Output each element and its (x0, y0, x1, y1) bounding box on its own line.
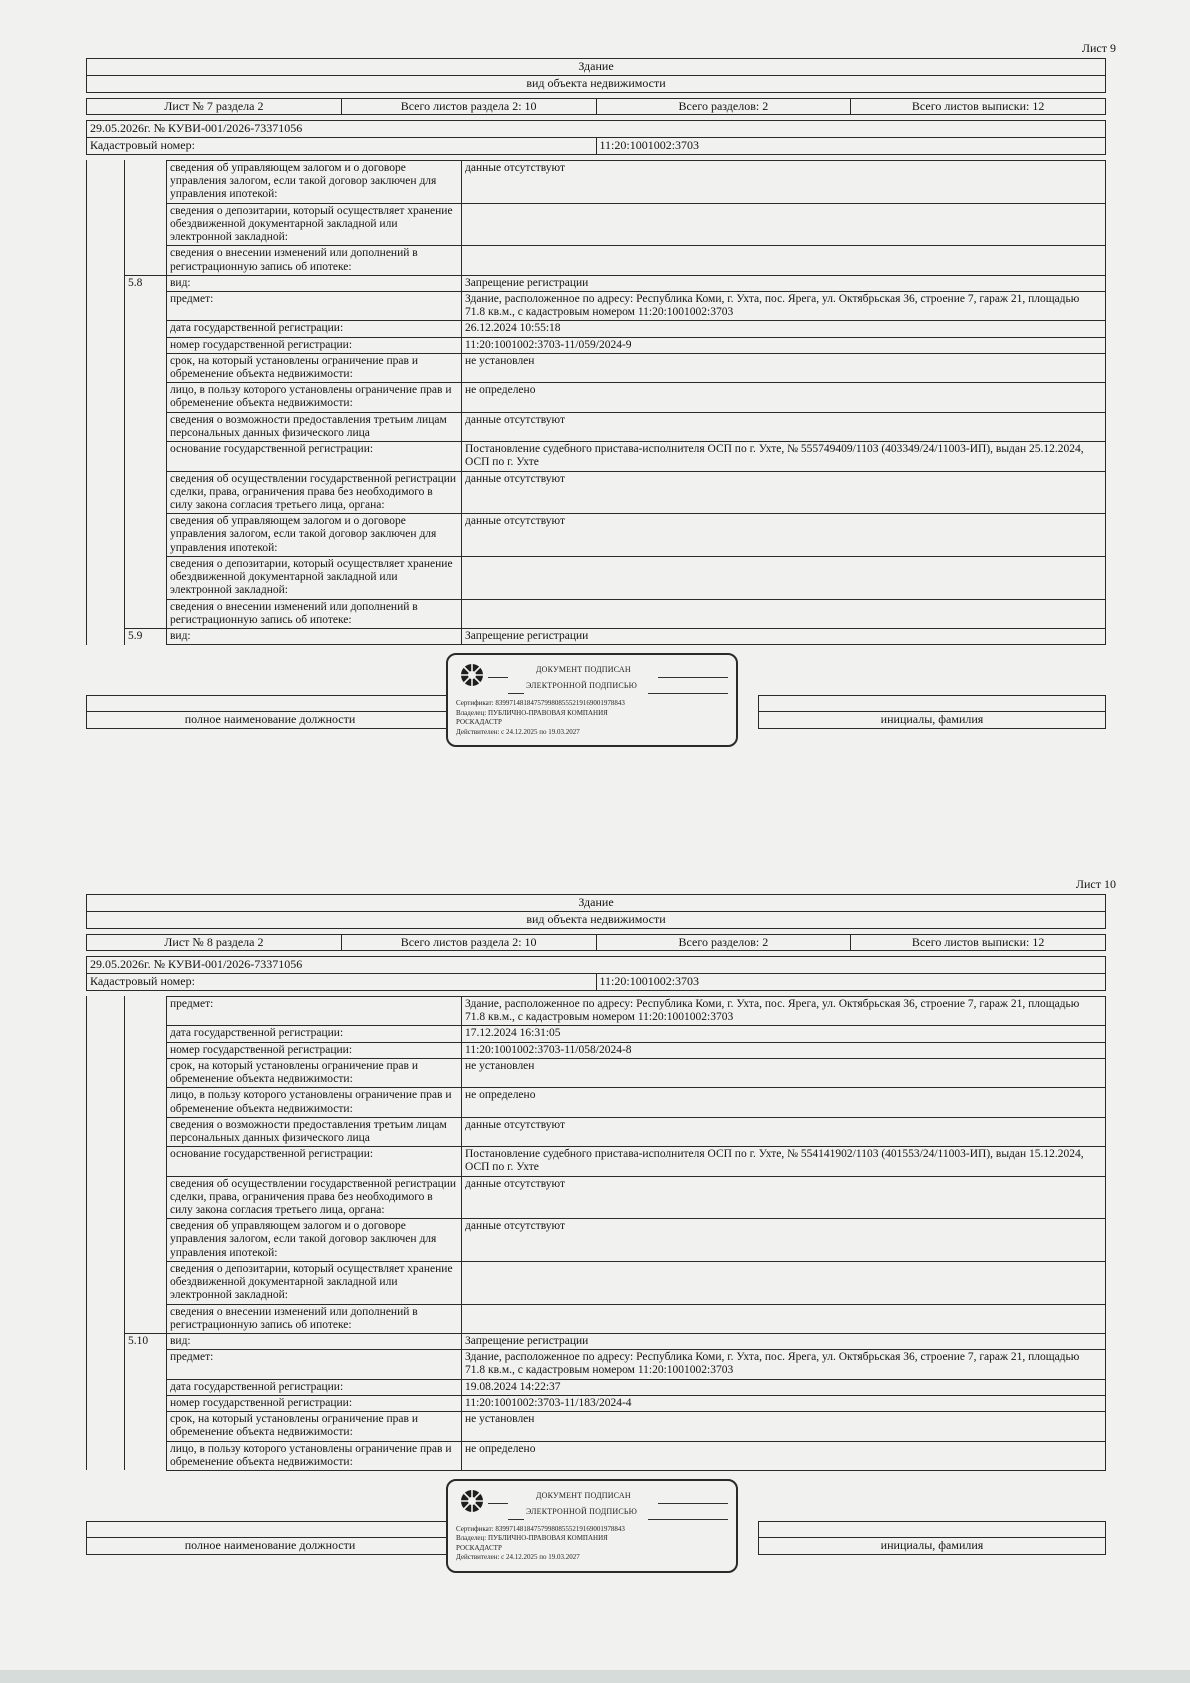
field-value: 11:20:1001002:3703-11/183/2024-4 (462, 1395, 1106, 1411)
doc-reference: 29.05.2026г. № КУВИ-001/2026-73371056 (87, 957, 1106, 974)
field-label: вид: (167, 275, 462, 291)
field-label: сведения о внесении изменений или дополнений в регистрационную запись об ипотеке: (167, 1304, 462, 1333)
field-value: Запрещение регистрации (462, 1334, 1106, 1350)
field-label: номер государственной регистрации: (167, 1042, 462, 1058)
object-header (86, 894, 1106, 929)
sheet-number: Лист 9 (1081, 41, 1116, 55)
field-label: срок, на который установлены ограничение прав и обременение объекта недвижимости: (167, 1058, 462, 1087)
cadastral-label: Кадастровый номер: (87, 974, 597, 991)
field-label: лицо, в пользу которого установлены ограничение прав и обременение объекта недвижимости: (167, 1088, 462, 1117)
field-value (462, 203, 1106, 246)
row-number (125, 1147, 167, 1176)
field-label: предмет: (167, 291, 462, 320)
table-row (87, 1219, 1106, 1262)
table-row (87, 321, 1106, 337)
sheet-meta (86, 934, 1106, 952)
field-label: срок, на который установлены ограничение прав и обременение объекта недвижимости: (167, 353, 462, 382)
doc-ref-table (86, 956, 1106, 991)
object-subtitle: вид объекта недвижимости (87, 911, 1106, 928)
table-row (87, 275, 1106, 291)
field-value: не установлен (462, 353, 1106, 382)
sheet-10 (86, 877, 1116, 1574)
field-label: сведения о депозитарии, который осуществляет хранение обездвиженной документарной закладной или электронной закладной: (167, 556, 462, 599)
row-number (125, 1379, 167, 1395)
field-value: 11:20:1001002:3703-11/058/2024-8 (462, 1042, 1106, 1058)
indent-cell (87, 1350, 125, 1379)
field-value: Запрещение регистрации (462, 275, 1106, 291)
field-value (462, 556, 1106, 599)
field-label: основание государственной регистрации: (167, 442, 462, 471)
row-number (125, 1117, 167, 1146)
object-subtitle: вид объекта недвижимости (87, 75, 1106, 92)
row-number (125, 442, 167, 471)
indent-cell (87, 514, 125, 557)
table-row (87, 599, 1106, 628)
table-row (87, 1379, 1106, 1395)
field-value: данные отсутствуют (462, 1176, 1106, 1219)
field-value: Здание, расположенное по адресу: Республика Коми, г. Ухта, пос. Ярега, ул. Октябрьская 36, строение 7, гараж 21, площадью 71.8 кв.м., с кадастровым номером 11:20:1001002:3703 (462, 996, 1106, 1025)
row-number (125, 1042, 167, 1058)
field-label: дата государственной регистрации: (167, 1026, 462, 1042)
row-number (125, 1412, 167, 1441)
indent-cell (87, 246, 125, 275)
table-row (87, 291, 1106, 320)
field-value: не установлен (462, 1058, 1106, 1087)
row-number (125, 471, 167, 514)
indent-cell (87, 412, 125, 441)
field-label: сведения о депозитарии, который осуществляет хранение обездвиженной документарной закладной или электронной закладной: (167, 203, 462, 246)
indent-cell (87, 337, 125, 353)
field-label: сведения о возможности предоставления третьим лицам персональных данных физического лица (167, 412, 462, 441)
signature-block (86, 1479, 1106, 1574)
table-row (87, 1334, 1106, 1350)
indent-cell (87, 1058, 125, 1087)
meta-sections-total: Всего разделов: 2 (596, 98, 851, 115)
stamp-subtitle: ЭЛЕКТРОННОЙ ПОДПИСЬЮ (526, 681, 638, 691)
row-number (125, 1395, 167, 1411)
stamp-owner-name: РОСКАДАСТР (456, 1543, 502, 1552)
table-row (87, 1117, 1106, 1146)
row-number (125, 1261, 167, 1304)
field-value (462, 1261, 1106, 1304)
indent-cell (87, 1147, 125, 1176)
row-number (125, 996, 167, 1025)
field-value: данные отсутствуют (462, 412, 1106, 441)
meta-sheet-of-section: Лист № 7 раздела 2 (87, 98, 342, 115)
field-value: 11:20:1001002:3703-11/059/2024-9 (462, 337, 1106, 353)
field-value: Постановление судебного пристава-исполнителя ОСП по г. Ухте, № 554141902/1103 (401553/24/11003-ИП), выдан 15.12.2024, ОСП по г. Ухте (462, 1147, 1106, 1176)
cadastral-label: Кадастровый номер: (87, 138, 597, 155)
stamp-owner-name: РОСКАДАСТР (456, 718, 502, 727)
row-number (125, 599, 167, 628)
field-value: 26.12.2024 10:55:18 (462, 321, 1106, 337)
field-label: предмет: (167, 996, 462, 1025)
object-title: Здание (87, 59, 1106, 76)
stamp-subtitle: ЭЛЕКТРОННОЙ ПОДПИСЬЮ (526, 1506, 638, 1516)
stamp-owner: Владелец: ПУБЛИЧНО-ПРАВОВАЯ КОМПАНИЯ (456, 1534, 608, 1543)
table-row (87, 1176, 1106, 1219)
field-label: сведения об управляющем залогом и о договоре управления залогом, если такой договор заключен для управления ипотекой: (167, 514, 462, 557)
field-label: основание государственной регистрации: (167, 1147, 462, 1176)
table-row (87, 556, 1106, 599)
position-label: полное наименование должности (87, 1537, 454, 1554)
stamp-validity: Действителен: с 24.12.2025 по 19.03.2027 (456, 1553, 580, 1562)
field-label: дата государственной регистрации: (167, 321, 462, 337)
field-label: номер государственной регистрации: (167, 1395, 462, 1411)
e-signature-stamp (446, 653, 738, 747)
table-row (87, 514, 1106, 557)
rosreestr-logo-icon (460, 1489, 484, 1513)
row-number (125, 246, 167, 275)
table-row (87, 1088, 1106, 1117)
field-value (462, 599, 1106, 628)
field-value: не определено (462, 1441, 1106, 1470)
row-number (125, 1058, 167, 1087)
row-number (125, 1219, 167, 1262)
indent-cell (87, 1334, 125, 1350)
row-number (125, 160, 167, 203)
row-number (125, 1176, 167, 1219)
field-label: лицо, в пользу которого установлены ограничение прав и обременение объекта недвижимости: (167, 383, 462, 412)
table-row (87, 442, 1106, 471)
table-row (87, 160, 1106, 203)
row-number (125, 514, 167, 557)
field-label: сведения об управляющем залогом и о договоре управления залогом, если такой договор заключен для управления ипотекой: (167, 1219, 462, 1262)
table-row (87, 1042, 1106, 1058)
meta-section-sheets-total: Всего листов раздела 2: 10 (341, 934, 596, 951)
indent-cell (87, 1261, 125, 1304)
field-label: сведения об управляющем залогом и о договоре управления залогом, если такой договор заключен для управления ипотекой: (167, 160, 462, 203)
field-label: сведения о возможности предоставления третьим лицам персональных данных физического лица (167, 1117, 462, 1146)
row-number: 5.10 (125, 1334, 167, 1350)
field-label: вид: (167, 628, 462, 644)
indent-cell (87, 442, 125, 471)
cadastral-number: 11:20:1001002:3703 (596, 138, 1106, 155)
indent-cell (87, 1219, 125, 1262)
field-label: вид: (167, 1334, 462, 1350)
scan-edge (0, 1670, 1190, 1683)
field-value: Здание, расположенное по адресу: Республика Коми, г. Ухта, пос. Ярега, ул. Октябрьская 36, строение 7, гараж 21, площадью 71.8 кв.м., с кадастровым номером 11:20:1001002:3703 (462, 291, 1106, 320)
field-value: Запрещение регистрации (462, 628, 1106, 644)
meta-sections-total: Всего разделов: 2 (596, 934, 851, 951)
table-row (87, 1350, 1106, 1379)
field-value: данные отсутствуют (462, 514, 1106, 557)
indent-cell (87, 203, 125, 246)
table-row (87, 996, 1106, 1025)
row-number (125, 291, 167, 320)
table-row (87, 1395, 1106, 1411)
field-value: Здание, расположенное по адресу: Республика Коми, г. Ухта, пос. Ярега, ул. Октябрьская 36, строение 7, гараж 21, площадью 71.8 кв.м., с кадастровым номером 11:20:1001002:3703 (462, 1350, 1106, 1379)
field-label: сведения о внесении изменений или дополнений в регистрационную запись об ипотеке: (167, 599, 462, 628)
row-number (125, 1304, 167, 1333)
indent-cell (87, 291, 125, 320)
name-label: инициалы, фамилия (759, 1537, 1106, 1554)
table-row (87, 1261, 1106, 1304)
indent-cell (87, 1441, 125, 1470)
field-value: данные отсутствуют (462, 1219, 1106, 1262)
stamp-certificate: Сертификат: 8399714818475799808555219169001978843 (456, 1524, 625, 1533)
indent-cell (87, 1042, 125, 1058)
table-row (87, 1441, 1106, 1470)
row-number (125, 203, 167, 246)
indent-cell (87, 383, 125, 412)
field-value: данные отсутствуют (462, 1117, 1106, 1146)
indent-cell (87, 1304, 125, 1333)
indent-cell (87, 1379, 125, 1395)
stamp-title: ДОКУМЕНТ ПОДПИСАН (536, 1490, 631, 1500)
sheet-9 (86, 41, 1116, 748)
table-row (87, 412, 1106, 441)
meta-extract-sheets-total: Всего листов выписки: 12 (851, 98, 1106, 115)
field-label: номер государственной регистрации: (167, 337, 462, 353)
table-row (87, 1026, 1106, 1042)
object-header (86, 58, 1106, 93)
table-row (87, 246, 1106, 275)
meta-sheet-of-section: Лист № 8 раздела 2 (87, 934, 342, 951)
table-row (87, 1058, 1106, 1087)
indent-cell (87, 996, 125, 1025)
meta-section-sheets-total: Всего листов раздела 2: 10 (341, 98, 596, 115)
row-number (125, 1026, 167, 1042)
object-title: Здание (87, 895, 1106, 912)
rosreestr-logo-icon (460, 663, 484, 687)
sheet-meta (86, 98, 1106, 116)
indent-cell (87, 160, 125, 203)
table-row (87, 471, 1106, 514)
field-label: сведения об осуществлении государственной регистрации сделки, права, ограничения права без необходимого в силу закона согласия третьего лица, органа: (167, 471, 462, 514)
field-value: Постановление судебного пристава-исполнителя ОСП по г. Ухте, № 555749409/1103 (403349/24/11003-ИП), выдан 25.12.2024, ОСП по г. Ухте (462, 442, 1106, 471)
table-row (87, 1147, 1106, 1176)
indent-cell (87, 353, 125, 382)
indent-cell (87, 628, 125, 644)
field-label: срок, на который установлены ограничение прав и обременение объекта недвижимости: (167, 1412, 462, 1441)
doc-ref-table (86, 120, 1106, 155)
field-value (462, 246, 1106, 275)
field-label: дата государственной регистрации: (167, 1379, 462, 1395)
row-number (125, 556, 167, 599)
indent-cell (87, 1117, 125, 1146)
row-number (125, 1088, 167, 1117)
field-value: не определено (462, 383, 1106, 412)
indent-cell (87, 556, 125, 599)
name-label: инициалы, фамилия (759, 712, 1106, 729)
field-label: лицо, в пользу которого установлены ограничение прав и обременение объекта недвижимости: (167, 1441, 462, 1470)
table-row (87, 628, 1106, 644)
table-row (87, 1412, 1106, 1441)
table-row (87, 1304, 1106, 1333)
table-row (87, 203, 1106, 246)
field-value: данные отсутствуют (462, 471, 1106, 514)
row-number: 5.8 (125, 275, 167, 291)
sheet-number: Лист 10 (1075, 877, 1116, 891)
stamp-owner: Владелец: ПУБЛИЧНО-ПРАВОВАЯ КОМПАНИЯ (456, 708, 608, 717)
indent-cell (87, 275, 125, 291)
field-label: сведения о внесении изменений или дополнений в регистрационную запись об ипотеке: (167, 246, 462, 275)
table-row (87, 383, 1106, 412)
indent-cell (87, 1026, 125, 1042)
table-row (87, 353, 1106, 382)
field-value: данные отсутствуют (462, 160, 1106, 203)
stamp-certificate: Сертификат: 8399714818475799808555219169001978843 (456, 699, 625, 708)
row-number: 5.9 (125, 628, 167, 644)
stamp-title: ДОКУМЕНТ ПОДПИСАН (536, 665, 631, 675)
row-number (125, 383, 167, 412)
field-label: сведения об осуществлении государственной регистрации сделки, права, ограничения права без необходимого в силу закона согласия третьего лица, органа: (167, 1176, 462, 1219)
doc-reference: 29.05.2026г. № КУВИ-001/2026-73371056 (87, 121, 1106, 138)
position-label: полное наименование должности (87, 712, 454, 729)
row-number (125, 1441, 167, 1470)
field-value (462, 1304, 1106, 1333)
row-number (125, 321, 167, 337)
signature-block (86, 653, 1106, 748)
indent-cell (87, 471, 125, 514)
indent-cell (87, 599, 125, 628)
field-label: предмет: (167, 1350, 462, 1379)
row-number (125, 353, 167, 382)
indent-cell (87, 321, 125, 337)
encumbrance-table (86, 996, 1106, 1471)
field-value: не установлен (462, 1412, 1106, 1441)
e-signature-stamp (446, 1479, 738, 1573)
stamp-validity: Действителен: с 24.12.2025 по 19.03.2027 (456, 727, 580, 736)
field-label: сведения о депозитарии, который осуществляет хранение обездвиженной документарной закладной или электронной закладной: (167, 1261, 462, 1304)
indent-cell (87, 1395, 125, 1411)
indent-cell (87, 1088, 125, 1117)
row-number (125, 337, 167, 353)
cadastral-number: 11:20:1001002:3703 (596, 974, 1106, 991)
encumbrance-table (86, 160, 1106, 645)
table-row (87, 337, 1106, 353)
indent-cell (87, 1176, 125, 1219)
field-value: не определено (462, 1088, 1106, 1117)
row-number (125, 1350, 167, 1379)
field-value: 19.08.2024 14:22:37 (462, 1379, 1106, 1395)
row-number (125, 412, 167, 441)
meta-extract-sheets-total: Всего листов выписки: 12 (851, 934, 1106, 951)
field-value: 17.12.2024 16:31:05 (462, 1026, 1106, 1042)
indent-cell (87, 1412, 125, 1441)
